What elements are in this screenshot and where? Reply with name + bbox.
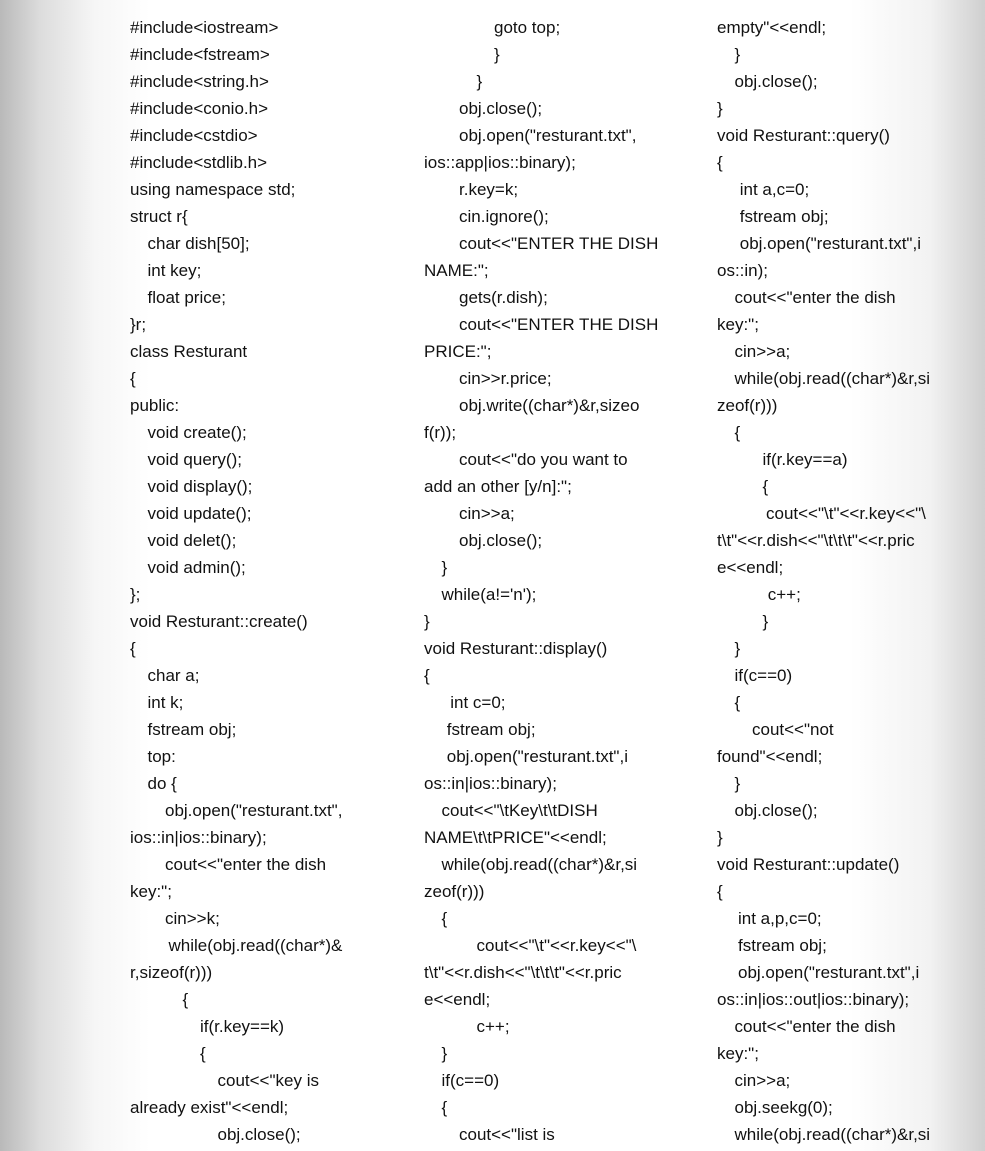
code-line: using namespace std; (130, 180, 296, 199)
code-line: fstream obj; (147, 720, 237, 739)
code-line: cout<<"enter the dish (165, 855, 327, 874)
code-line: } (717, 99, 723, 118)
code-line: obj.close(); (459, 531, 543, 550)
code-line: os::in); (717, 261, 769, 280)
code-line: } (734, 774, 741, 793)
code-line: #include<conio.h> (130, 99, 269, 118)
code-line: obj.open("resturant.txt", (459, 126, 637, 145)
code-line: } (441, 1044, 448, 1063)
code-line: cout<<"do you want to (459, 450, 628, 469)
code-line: void Resturant::display() (424, 639, 608, 658)
code-line: key:"; (717, 315, 759, 334)
code-line: cin>>a; (734, 1071, 791, 1090)
code-line: found"<<endl; (717, 747, 823, 766)
code-line: obj.open("resturant.txt",i (738, 963, 920, 982)
code-line: ios::in|ios::binary); (130, 828, 267, 847)
code-line: cin>>k; (165, 909, 220, 928)
code-line: } (494, 45, 500, 64)
code-line: r.key=k; (459, 180, 519, 199)
code-line: { (734, 423, 741, 442)
code-line: void Resturant::update() (717, 855, 900, 874)
code-line: if(c==0) (441, 1071, 500, 1090)
code-line: }r; (130, 315, 147, 334)
code-line: #include<iostream> (130, 18, 279, 37)
code-line: while(obj.read((char*)& (168, 936, 343, 955)
code-line: void delet(); (147, 531, 237, 550)
code-line: cout<<"\t"<<r.key<<"\ (476, 936, 637, 955)
code-line: r,sizeof(r))) (130, 963, 213, 982)
code-line: obj.seekg(0); (734, 1098, 833, 1117)
code-line: t\t"<<r.dish<<"\t\t\t"<<r.pric (424, 963, 622, 982)
code-line: cin>>a; (459, 504, 515, 523)
code-line: cout<<"enter the dish (734, 288, 896, 307)
code-line: void Resturant::create() (130, 612, 308, 631)
code-line: cin>>r.price; (459, 369, 552, 388)
code-line: } (734, 45, 741, 64)
code-line: cout<<"not (752, 720, 834, 739)
code-line: char a; (147, 666, 200, 685)
code-line: { (182, 990, 189, 1009)
code-line: empty"<<endl; (717, 18, 827, 37)
code-line: goto top; (494, 18, 561, 37)
code-line: }; (130, 585, 141, 604)
code-line: key:"; (130, 882, 172, 901)
code-line: { (424, 666, 430, 685)
code-line: e<<endl; (717, 558, 784, 577)
code-line: obj.open("resturant.txt",i (739, 234, 921, 253)
code-line: top: (147, 747, 176, 766)
code-line: int c=0; (450, 693, 506, 712)
code-line: struct r{ (130, 207, 188, 226)
code-line: { (130, 639, 136, 658)
code-line: NAME\t\tPRICE"<<endl; (424, 828, 607, 847)
code-line: } (717, 828, 723, 847)
code-line: PRICE:"; (424, 342, 492, 361)
code-line: int k; (147, 693, 184, 712)
code-line: already exist"<<endl; (130, 1098, 289, 1117)
code-line: { (762, 477, 769, 496)
code-line: add an other [y/n]:"; (424, 477, 572, 496)
code-line: while(obj.read((char*)&r,si (734, 1125, 931, 1144)
code-line: void admin(); (147, 558, 246, 577)
code-line: void query(); (147, 450, 242, 469)
code-line: cout<<"key is (217, 1071, 319, 1090)
code-line: key:"; (717, 1044, 759, 1063)
code-line: { (717, 882, 723, 901)
code-line: #include<stdlib.h> (130, 153, 268, 172)
code-line: cout<<"\t"<<r.key<<"\ (766, 504, 926, 523)
code-line: obj.open("resturant.txt",i (446, 747, 628, 766)
code-line: zeof(r))) (424, 882, 485, 901)
code-line: #include<string.h> (130, 72, 269, 91)
code-line: class Resturant (130, 342, 248, 361)
code-line: e<<endl; (424, 990, 491, 1009)
code-line: zeof(r))) (717, 396, 778, 415)
code-line: void Resturant::query() (717, 126, 890, 145)
code-line: void create(); (147, 423, 247, 442)
code-line: obj.close(); (217, 1125, 301, 1144)
code-line: void update(); (147, 504, 252, 523)
code-line: NAME:"; (424, 261, 489, 280)
code-line: gets(r.dish); (459, 288, 548, 307)
code-line: c++; (476, 1017, 510, 1036)
code-line: os::in|ios::binary); (424, 774, 557, 793)
code-line: int a,c=0; (739, 180, 810, 199)
code-line: char dish[50]; (147, 234, 250, 253)
code-line: } (441, 558, 448, 577)
code-line: obj.write((char*)&r,sizeo (459, 396, 640, 415)
code-line: obj.close(); (734, 801, 818, 820)
code-line: f(r)); (424, 423, 457, 442)
code-line: fstream obj; (738, 936, 827, 955)
code-line: { (441, 1098, 448, 1117)
code-line: { (441, 909, 448, 928)
code-line: while(a!='n'); (441, 585, 537, 604)
code-line: { (130, 369, 136, 388)
code-line: { (717, 153, 723, 172)
code-line: } (762, 612, 769, 631)
code-line: cout<<"enter the dish (734, 1017, 896, 1036)
code-line: cout<<"ENTER THE DISH (459, 234, 659, 253)
code-line: obj.close(); (734, 72, 818, 91)
code-line: while(obj.read((char*)&r,si (734, 369, 931, 388)
code-line: while(obj.read((char*)&r,si (441, 855, 638, 874)
code-line: if(r.key==a) (762, 450, 848, 469)
code-line: #include<cstdio> (130, 126, 258, 145)
code-line: do { (147, 774, 177, 793)
code-line: obj.open("resturant.txt", (165, 801, 343, 820)
code-line: fstream obj; (446, 720, 536, 739)
code-line: t\t"<<r.dish<<"\t\t\t"<<r.pric (717, 531, 915, 550)
code-line: int key; (147, 261, 202, 280)
code-line: fstream obj; (739, 207, 829, 226)
code-line: cout<<"ENTER THE DISH (459, 315, 659, 334)
code-line: { (200, 1044, 206, 1063)
code-line: ios::app|ios::binary); (424, 153, 576, 172)
code-line: } (734, 639, 741, 658)
code-line: float price; (147, 288, 226, 307)
code-line: int a,p,c=0; (738, 909, 822, 928)
code-line: if(r.key==k) (200, 1017, 285, 1036)
code-line: c++; (767, 585, 801, 604)
code-line: } (476, 72, 483, 91)
code-line: #include<fstream> (130, 45, 270, 64)
code-line: void display(); (147, 477, 253, 496)
code-line: public: (130, 396, 180, 415)
code-line: { (734, 693, 741, 712)
code-line: cout<<"list is (459, 1125, 555, 1144)
code-line: cout<<"\tKey\t\tDISH (441, 801, 598, 820)
code-line: if(c==0) (734, 666, 793, 685)
code-line: } (424, 612, 430, 631)
code-line: cin.ignore(); (459, 207, 549, 226)
code-line: obj.close(); (459, 99, 543, 118)
code-line: cin>>a; (734, 342, 791, 361)
code-line: os::in|ios::out|ios::binary); (717, 990, 910, 1009)
